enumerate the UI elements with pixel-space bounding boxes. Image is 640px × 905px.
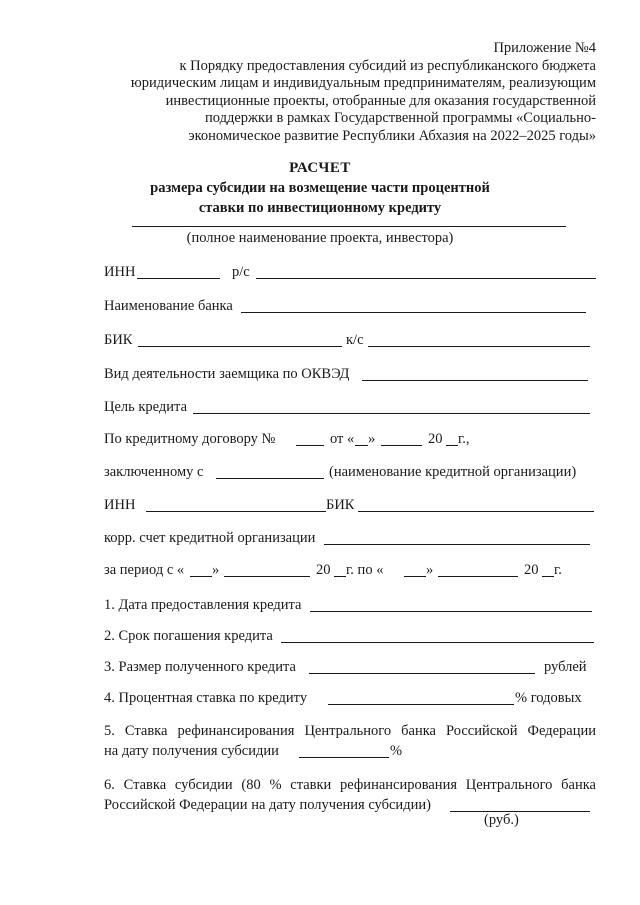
- item-5-label-cont: на дату получения субсидии: [104, 743, 279, 759]
- period-row: [104, 560, 596, 580]
- item-6-unit: (руб.): [484, 812, 519, 828]
- item-3-unit: рублей: [544, 659, 587, 675]
- item-4-row: [104, 688, 596, 708]
- concluded-label: заключенному с: [104, 464, 204, 480]
- item-3-label: 3. Размер полученного кредита: [104, 659, 296, 675]
- contract-year-suffix: г.,: [458, 431, 470, 447]
- period-to-year-field[interactable]: [542, 576, 554, 577]
- period-year-label: 20: [316, 562, 331, 578]
- appendix-header: [76, 40, 596, 146]
- bik-field-2[interactable]: [358, 511, 594, 512]
- period-from-day-field[interactable]: [190, 576, 212, 577]
- bank-name-label: Наименование банка: [104, 298, 233, 314]
- title-block: [0, 160, 640, 217]
- item-5-field[interactable]: [299, 757, 389, 758]
- project-name-caption: (полное наименование проекта, инвестора): [186, 230, 454, 246]
- period-from-label: за период с «: [104, 562, 185, 578]
- item-5-label: 5. Ставка рефинансирования Центрального банка Российской Федерации: [104, 723, 596, 739]
- inn-label-2: ИНН: [104, 497, 136, 513]
- project-name-field[interactable]: [132, 226, 566, 227]
- concluded-field[interactable]: [216, 478, 324, 479]
- document-subtitle: размера субсидии на возмещение части процентной: [150, 180, 490, 196]
- item-2-label: 2. Срок погашения кредита: [104, 628, 273, 644]
- org-name-hint: (наименование кредитной организации): [329, 464, 577, 480]
- period-end-label: г.: [554, 562, 562, 578]
- bik-field[interactable]: [138, 346, 342, 347]
- bank-name-field[interactable]: [241, 312, 586, 313]
- inn-field[interactable]: [137, 278, 220, 279]
- contract-label: По кредитному договору №: [104, 431, 276, 447]
- contract-year-field[interactable]: [446, 445, 458, 446]
- rs-label: р/с: [232, 264, 250, 280]
- appendix-line: к Порядку предоставления субсидий из республиканского бюджета: [179, 57, 596, 74]
- ks-field[interactable]: [368, 346, 590, 347]
- item-4-label: 4. Процентная ставка по кредиту: [104, 690, 308, 706]
- contract-number-field[interactable]: [296, 445, 324, 446]
- rs-field[interactable]: [256, 278, 596, 279]
- activity-label: Вид деятельности заемщика по ОКВЭД: [104, 366, 350, 382]
- period-quote: »: [212, 562, 220, 578]
- inn-field-2[interactable]: [146, 511, 326, 512]
- period-to-label: г. по «: [346, 562, 384, 578]
- purpose-label: Цель кредита: [104, 399, 188, 415]
- contract-from-label: от «: [330, 431, 355, 447]
- item-4-unit: % годовых: [515, 690, 582, 706]
- contract-row: [104, 429, 596, 449]
- appendix-line: инвестиционные проекты, отобранные для оказания государственной: [165, 92, 596, 109]
- inn-label: ИНН: [104, 264, 136, 280]
- item-1-label: 1. Дата предоставления кредита: [104, 597, 302, 613]
- item-5-unit: %: [390, 743, 403, 759]
- item-6-label: 6. Ставка субсидии (80 % ставки рефинансирования Центрального банка: [104, 777, 596, 793]
- item-6-line1: [104, 775, 596, 795]
- item-6-line2: [104, 795, 596, 815]
- item-6-label-cont: Российской Федерации на дату получения субсидии): [104, 797, 431, 813]
- bik-ks-row: [104, 330, 596, 350]
- item-5-line1: [104, 721, 596, 741]
- ks-label: к/с: [346, 332, 364, 348]
- corr-account-row: [104, 528, 596, 548]
- bank-row: [104, 296, 596, 316]
- period-year-label-2: 20: [524, 562, 539, 578]
- inn-bik-row: [104, 495, 596, 515]
- corr-account-label: корр. счет кредитной организации: [104, 530, 316, 546]
- inn-rs-row: [104, 262, 596, 282]
- item-4-field[interactable]: [328, 704, 514, 705]
- period-to-month-field[interactable]: [438, 576, 518, 577]
- purpose-row: [104, 397, 596, 417]
- concluded-row: [104, 462, 596, 482]
- appendix-line: поддержки в рамках Государственной программы «Социально-: [205, 110, 596, 127]
- appendix-title: Приложение №4: [493, 40, 596, 56]
- contract-day-field[interactable]: [355, 445, 368, 446]
- contract-month-field[interactable]: [381, 445, 422, 446]
- activity-row: [104, 364, 596, 384]
- item-5-line2: [104, 741, 596, 761]
- bik-label: БИК: [104, 332, 133, 348]
- document-title: РАСЧЕТ: [289, 160, 351, 176]
- appendix-line: экономическое развитие Республики Абхазия на 2022–2025 годы»: [188, 127, 596, 144]
- appendix-line: юридическим лицам и индивидуальным предпринимателям, реализующим: [130, 75, 596, 92]
- period-quote-2: »: [426, 562, 434, 578]
- contract-quote: »: [368, 431, 376, 447]
- item-6-field[interactable]: [450, 811, 590, 812]
- period-from-year-field[interactable]: [334, 576, 346, 577]
- item-1-row: [104, 595, 596, 615]
- item-2-field[interactable]: [281, 642, 594, 643]
- purpose-field[interactable]: [193, 413, 590, 414]
- item-3-row: [104, 657, 596, 677]
- item-1-field[interactable]: [310, 611, 592, 612]
- item-3-field[interactable]: [309, 673, 535, 674]
- corr-account-field[interactable]: [324, 544, 590, 545]
- period-to-day-field[interactable]: [404, 576, 426, 577]
- activity-field[interactable]: [362, 380, 588, 381]
- item-2-row: [104, 626, 596, 646]
- period-from-month-field[interactable]: [224, 576, 310, 577]
- document-subtitle: ставки по инвестиционному кредиту: [198, 200, 442, 216]
- bik-label-2: БИК: [326, 497, 355, 513]
- contract-year-label: 20: [428, 431, 443, 447]
